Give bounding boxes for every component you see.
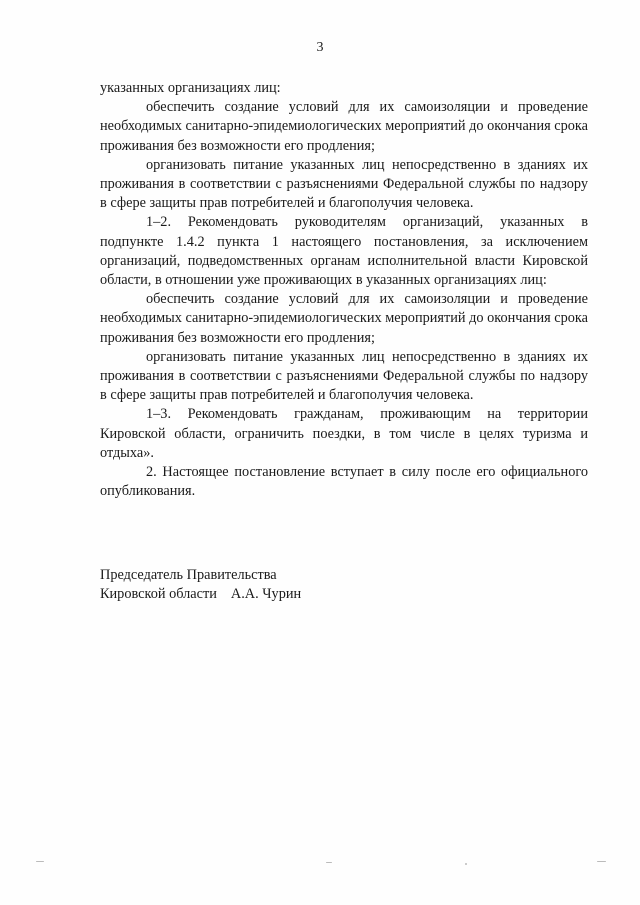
scan-speck — [326, 862, 332, 863]
paragraph-clause-1-3: 1–3. Рекомендовать гражданам, проживающим на территории Кировской области, ограничить поездки, в том числе в целях туризма и отдыха». — [100, 406, 588, 461]
scan-speck — [465, 863, 467, 865]
document-body — [100, 79, 588, 501]
signature-block — [100, 566, 301, 604]
signatory-title-line1: Председатель Правительства — [100, 567, 277, 583]
paragraph-continuation: указанных организациях лиц: — [100, 80, 281, 96]
paragraph-catering: организовать питание указанных лиц непосредственно в зданиях их проживания в соответствии с разъяснениями Федеральной службы по надзору в сфере защиты прав потребителей и благополучия человека. — [100, 156, 588, 212]
paragraph-self-isolation: обеспечить создание условий для их самоизоляции и проведение необходимых санитарно-эпидемиологических мероприятий до окончания срока проживания без возможности его продления; — [100, 99, 588, 154]
scan-speck — [597, 861, 606, 862]
scan-speck — [36, 861, 44, 862]
paragraph-clause-2: 2. Настоящее постановление вступает в силу после его официального опубликования. — [100, 464, 588, 500]
signatory-title-line2: Кировской области — [100, 586, 217, 603]
paragraph-self-isolation-2: обеспечить создание условий для их самоизоляции и проведение необходимых санитарно-эпидемиологических мероприятий до окончания срока проживания без возможности его продления; — [100, 291, 588, 346]
signatory-name: А.А. Чурин — [230, 586, 302, 603]
signatory-title-line2-row — [100, 585, 301, 604]
page-number: 3 — [316, 40, 324, 55]
paragraph-catering-2: организовать питание указанных лиц непосредственно в зданиях их проживания в соответствии с разъяснениями Федеральной службы по надзору в сфере защиты прав потребителей и благополучия человека. — [100, 348, 588, 404]
paragraph-clause-1-2: 1–2. Рекомендовать руководителям организаций, указанных в подпункте 1.4.2 пункта 1 настоящего постановления, за исключением организаций, подведомственных органам исполнительной власти Кировской области, в отношении уже проживающих в указанных организациях лиц: — [100, 214, 588, 289]
